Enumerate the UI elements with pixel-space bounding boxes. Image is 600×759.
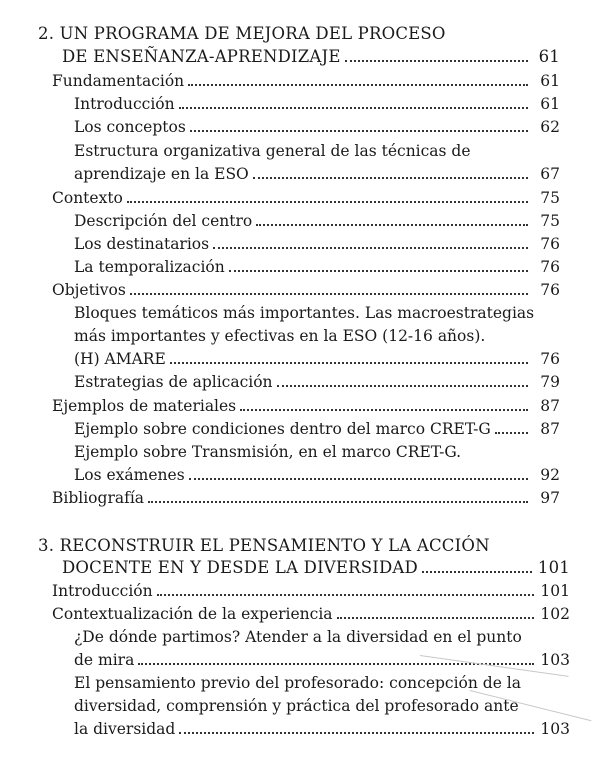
chapter-3-title-second: DOCENTE EN Y DESDE LA DIVERSIDAD [62, 558, 418, 577]
chapter-3-title-line1 [38, 536, 490, 556]
toc-entry[interactable]: Fundamentación 61 [52, 72, 560, 90]
leader-dots [345, 60, 528, 62]
toc-entry-wrap: más importantes y efectivas en la ESO (12-16 años). [74, 327, 486, 345]
toc-entry[interactable]: Introducción 61 [74, 95, 560, 113]
toc-entry-wrap: Ejemplo sobre Transmisión, en el marco CRET-G. [74, 443, 462, 461]
toc-entry[interactable]: La temporalización 76 [74, 258, 560, 276]
toc-entry[interactable]: Estrategias de aplicación 79 [74, 373, 560, 391]
toc-entry-wrap: Estructura organizativa general de las técnicas de [74, 142, 471, 160]
chapter-3-title-first: RECONSTRUIR EL PENSAMIENTO Y LA ACCIÓN [59, 536, 490, 555]
toc-entry[interactable]: de mira 103 [74, 651, 570, 669]
toc-entry-wrap: ¿De dónde partimos? Atender a la diversidad en el punto [74, 628, 522, 646]
chapter-2-page: 61 [538, 47, 560, 66]
chapter-2-title-first: UN PROGRAMA DE MEJORA DEL PROCESO [59, 24, 446, 43]
chapter-2-title-second: DE ENSEÑANZA-APRENDIZAJE [62, 47, 341, 66]
chapter-3-title-line2 [62, 558, 570, 578]
toc-entry-wrap: Bloques temáticos más importantes. Las macroestrategias [74, 304, 535, 322]
toc-entry[interactable]: aprendizaje en la ESO 67 [74, 165, 560, 183]
chapter-3-number: 3. [38, 536, 55, 555]
leader-dots [422, 571, 532, 573]
toc-entry[interactable]: Contextualización de la experiencia 102 [52, 605, 570, 623]
toc-entry[interactable]: (H) AMARE 76 [74, 350, 560, 368]
toc-entry[interactable]: Introducción 101 [52, 582, 570, 600]
chapter-2-number: 2. [38, 24, 55, 43]
toc-entry[interactable]: Ejemplo sobre condiciones dentro del marco CRET-G 87 [74, 420, 560, 438]
toc-entry[interactable]: Contexto 75 [52, 189, 560, 207]
toc-entry[interactable]: Objetivos 76 [52, 281, 560, 299]
toc-entry[interactable]: Los exámenes 92 [74, 466, 560, 484]
chapter-2-title-line2 [62, 47, 560, 67]
toc-entry[interactable]: Los destinatarios 76 [74, 235, 560, 253]
chapter-2-title-line1 [38, 24, 446, 44]
toc-entry[interactable]: Bibliografía 97 [52, 489, 560, 507]
toc-entry[interactable]: Los conceptos 62 [74, 118, 560, 136]
toc-entry[interactable]: Descripción del centro 75 [74, 212, 560, 230]
toc-entry[interactable]: Ejemplos de materiales 87 [52, 397, 560, 415]
chapter-3-page: 101 [537, 558, 570, 577]
toc-entry[interactable]: la diversidad 103 [74, 720, 570, 738]
toc-entry-wrap: diversidad, comprensión y práctica del profesorado ante [74, 697, 519, 715]
toc-entry-wrap: El pensamiento previo del profesorado: concepción de la [74, 674, 522, 692]
